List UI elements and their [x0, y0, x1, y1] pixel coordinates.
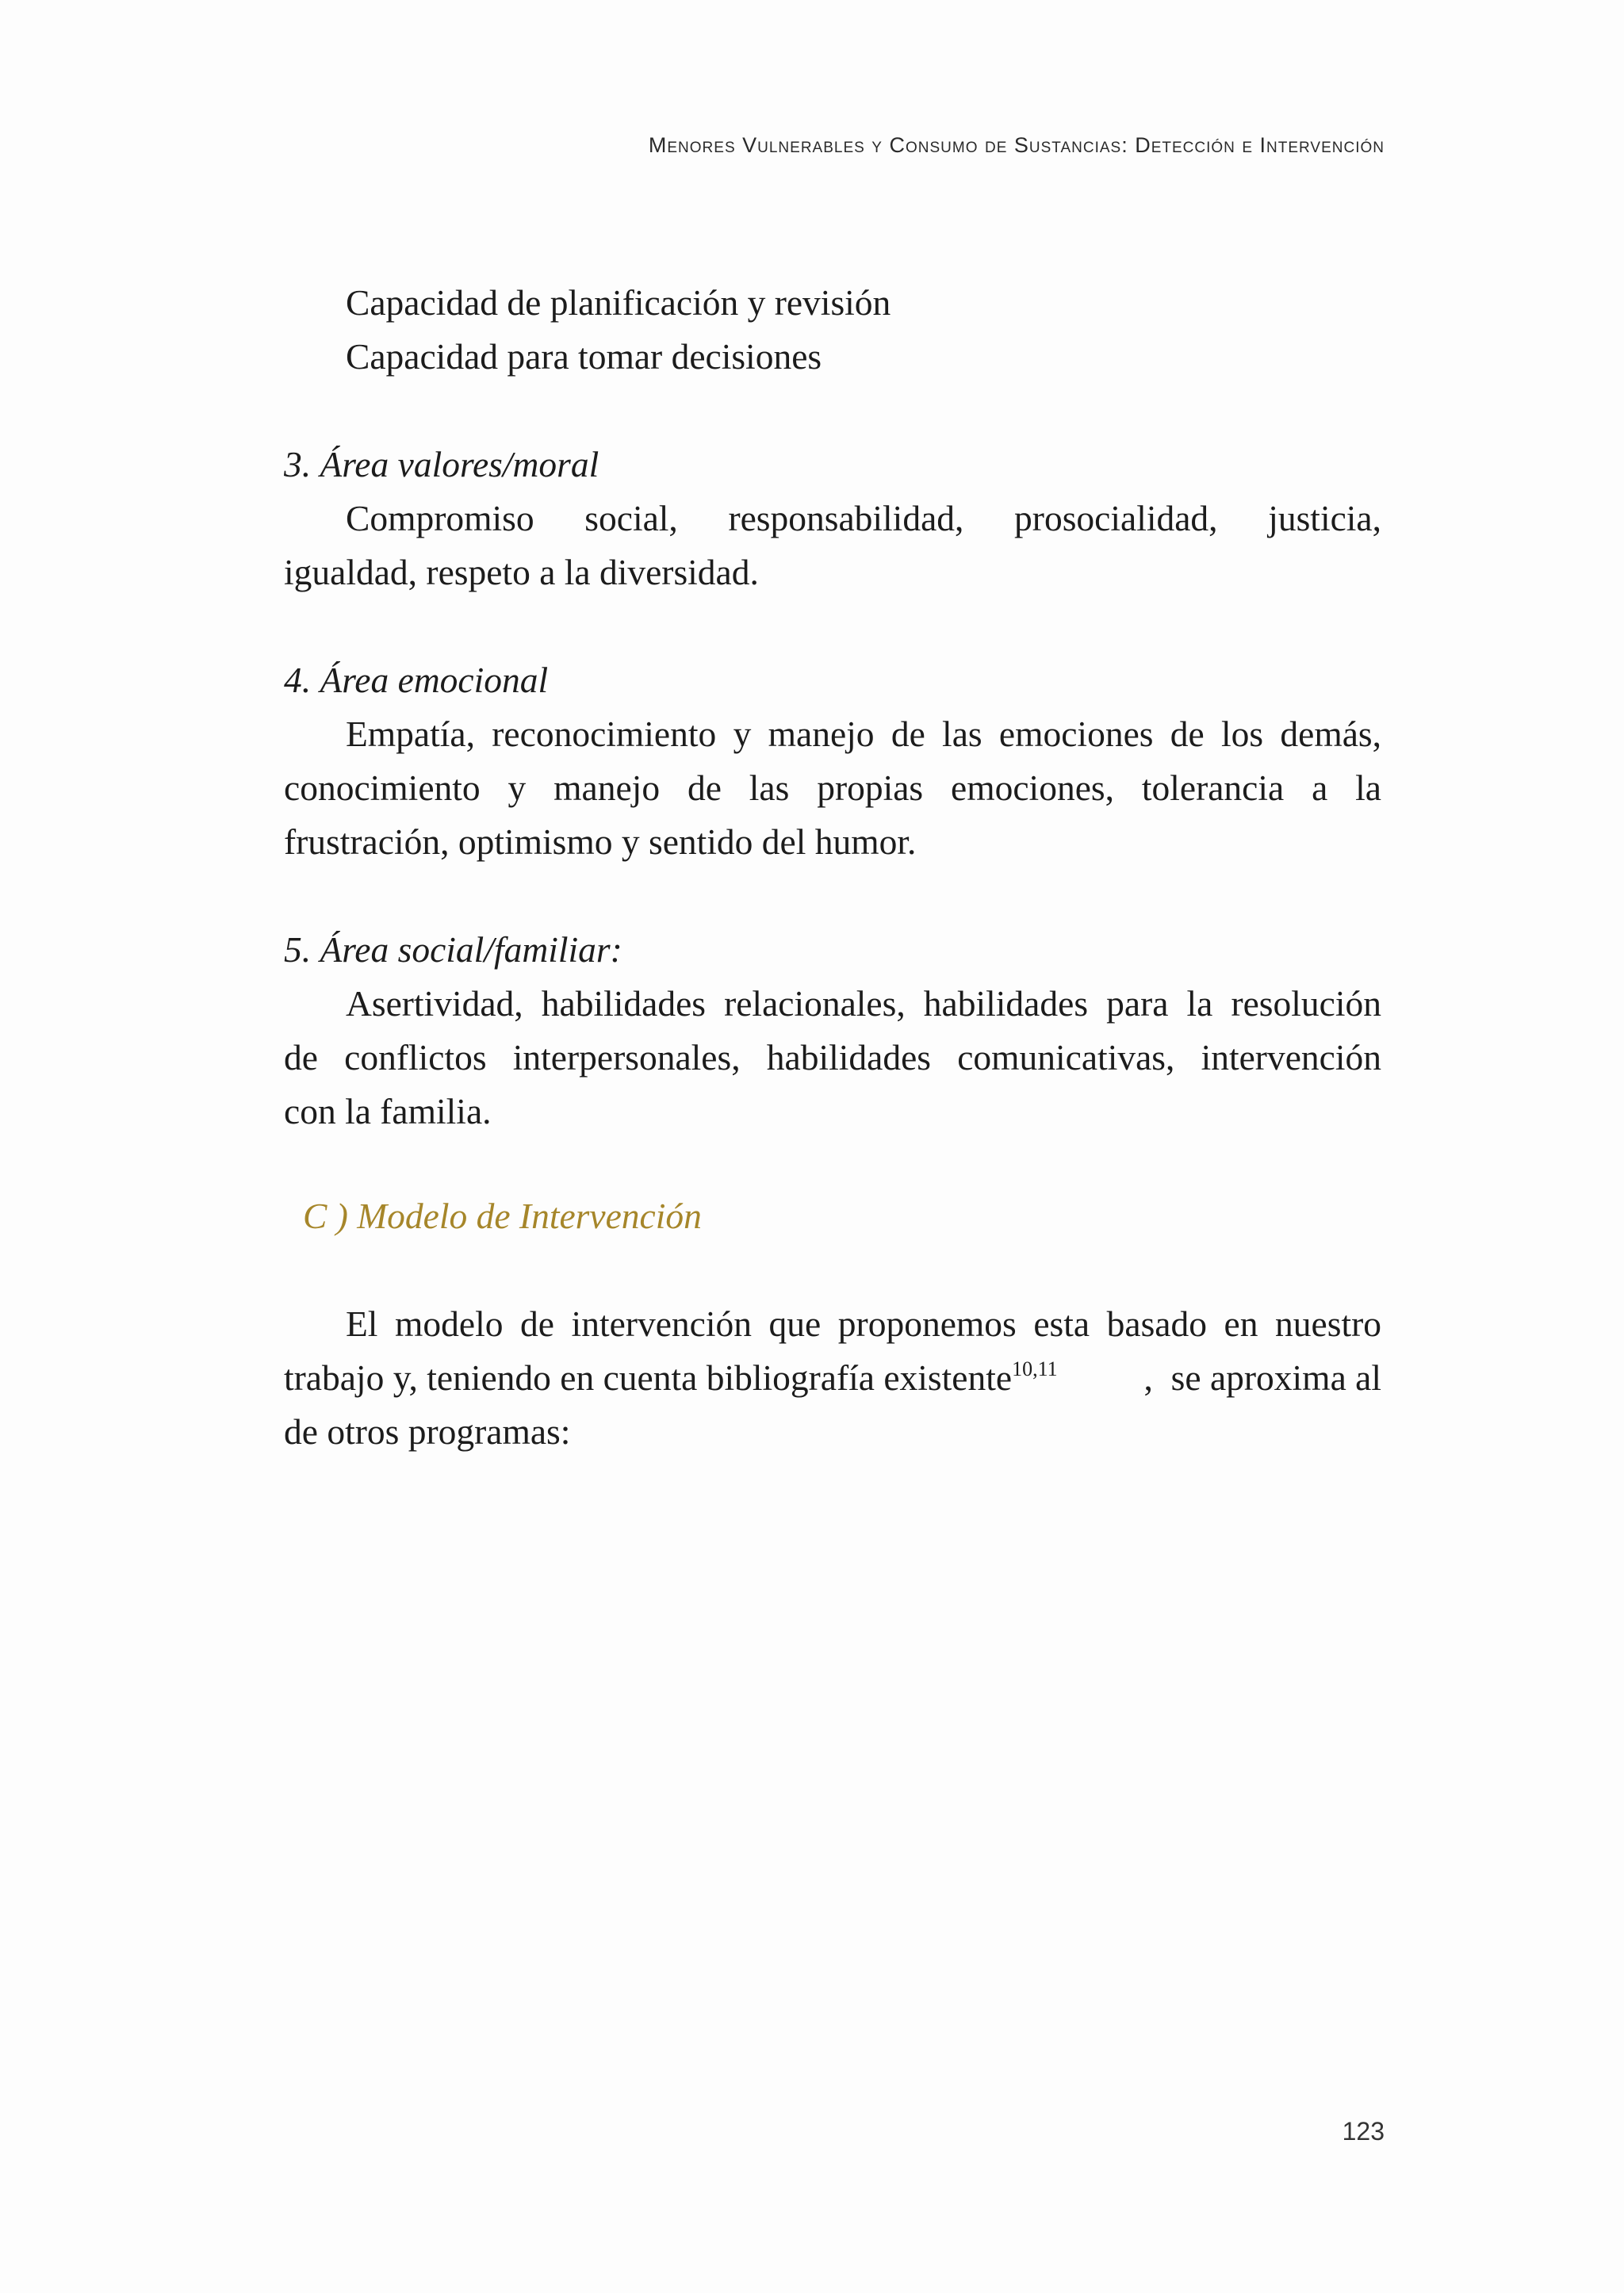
model-line-2-text: trabajo y, teniendo en cuenta bibliografía existente [284, 1357, 1013, 1398]
area4-line-2: conocimiento y manejo de las propias emociones, tolerancia a la [284, 768, 1381, 808]
model-line-2 [284, 1351, 1381, 1405]
model-line-1: El modelo de intervención que proponemos esta basado en nuestro [346, 1303, 1381, 1344]
area3-line-2: igualdad, respeto a la diversidad. [284, 552, 759, 592]
intro-line-2: Capacidad para tomar decisiones [346, 336, 822, 377]
area4-heading: 4. Área emocional [284, 660, 549, 700]
model-paragraph [284, 1297, 1381, 1459]
area5-section [284, 923, 1381, 1139]
page-number: 123 [1342, 2117, 1385, 2146]
model-line-2-end: , se aproxima al [1143, 1357, 1381, 1398]
intro-line-1: Capacidad de planificación y revisión [346, 282, 891, 323]
intro-block [284, 276, 1381, 384]
area5-heading: 5. Área social/familiar: [284, 929, 622, 970]
model-line-3: de otros programas: [284, 1411, 571, 1452]
running-header: Menores Vulnerables y Consumo de Sustancias: Detección e Intervención [648, 133, 1385, 157]
area4-section [284, 653, 1381, 869]
area3-heading: 3. Área valores/moral [284, 444, 599, 484]
section-c-heading: C ) Modelo de Intervención [303, 1196, 702, 1236]
area3-line-1: Compromiso social, responsabilidad, prosocialidad, justicia, [346, 498, 1381, 538]
citation-superscript: 10,11 [1012, 1357, 1058, 1380]
model-line-2-start [284, 1351, 1058, 1405]
area5-line-2: de conflictos interpersonales, habilidades comunicativas, intervención [284, 1037, 1381, 1078]
area4-line-3: frustración, optimismo y sentido del humor. [284, 821, 917, 862]
area5-line-1: Asertividad, habilidades relacionales, habilidades para la resolución [346, 983, 1381, 1024]
area4-line-1: Empatía, reconocimiento y manejo de las emociones de los demás, [346, 714, 1381, 754]
area5-line-3: con la familia. [284, 1091, 492, 1131]
area3-section [284, 438, 1381, 599]
